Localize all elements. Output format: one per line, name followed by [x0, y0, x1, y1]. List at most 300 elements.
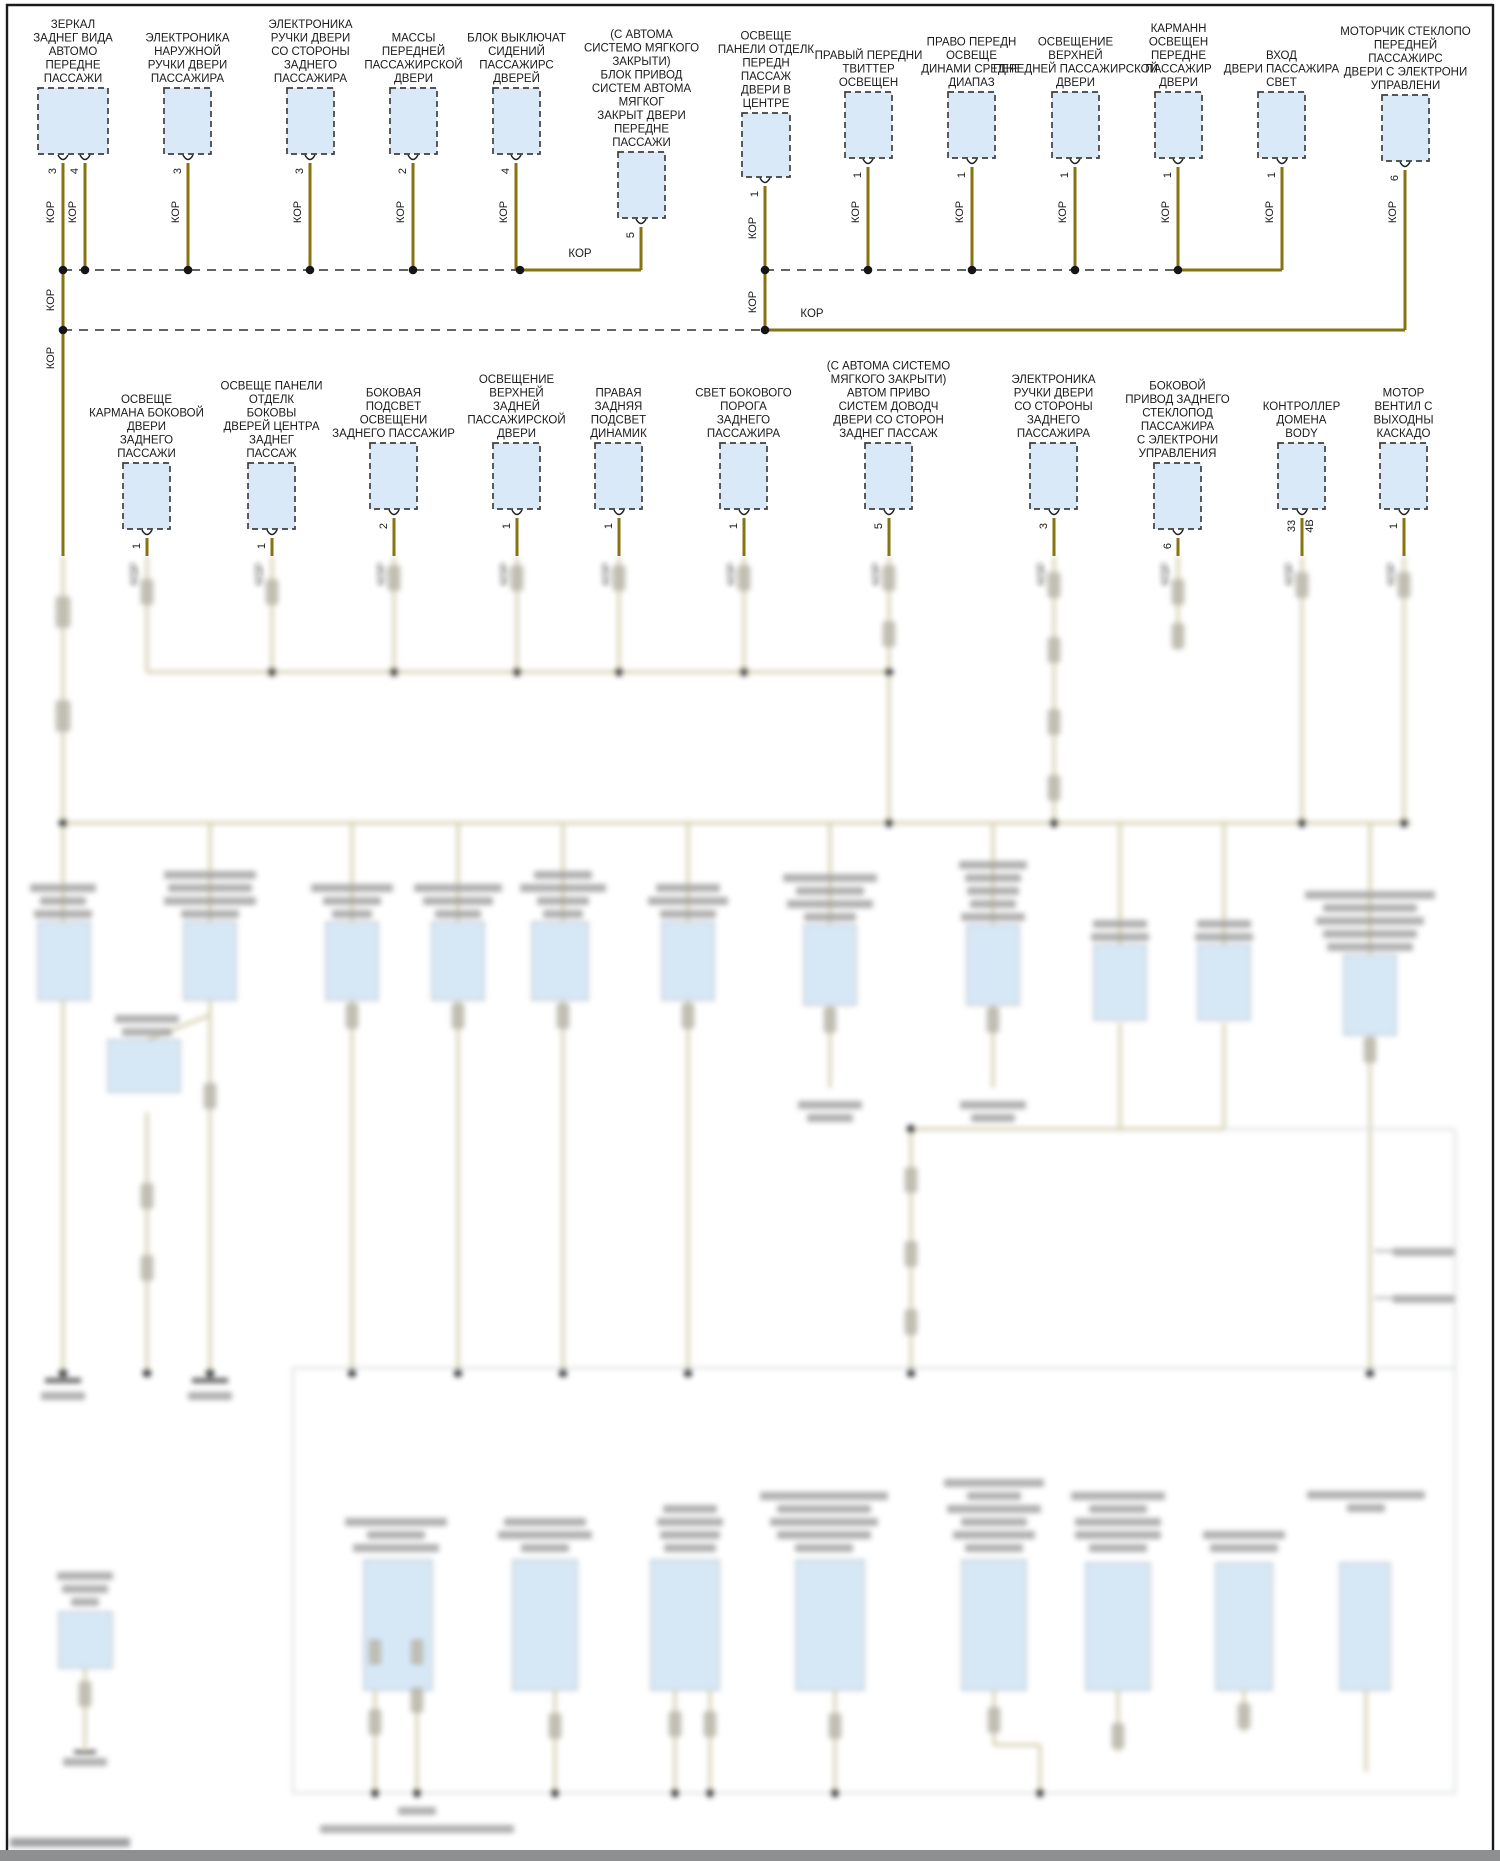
- blurred-inline-connector: [1238, 1703, 1251, 1729]
- component-label-line: ПАССАЖ: [740, 71, 792, 83]
- component-label-line: ЗАДНЕЙ: [492, 401, 541, 413]
- component-label-line: МАССЫ: [391, 32, 436, 45]
- blurred-label-bar: [188, 1392, 232, 1400]
- blurred-junction-dot: [268, 668, 277, 677]
- component-label-line: BODY: [1285, 428, 1318, 440]
- component-label-line: НАРУЖНОЙ: [154, 46, 221, 58]
- blurred-inline-connector: [266, 579, 279, 605]
- component-rear-center-side-door-trim-light: [221, 381, 323, 557]
- blurred-inline-connector: [1048, 572, 1061, 598]
- component-label-line: ПАССАЖИРСКОЙ: [364, 59, 463, 72]
- blurred-label-bar: [498, 1531, 592, 1539]
- blurred-label-bar: [1307, 1491, 1425, 1499]
- pin-bracket: [183, 155, 193, 160]
- component-front-passenger-door-center-trim-light: [718, 31, 815, 271]
- pin-bracket: [1173, 159, 1183, 164]
- component-label-line: ДИАПАЗ: [948, 77, 995, 89]
- blurred-label-bar: [959, 861, 1027, 869]
- junction-dot: [81, 266, 90, 275]
- pin-bracket: [967, 159, 977, 164]
- connector-box: [390, 88, 437, 154]
- wire-color-label: КОР: [601, 562, 613, 586]
- blurred-junction-dot: [348, 1369, 357, 1378]
- wire-color-label: КОР: [254, 562, 266, 586]
- blurred-junction-dot: [706, 1789, 715, 1798]
- junction-dot: [59, 266, 68, 275]
- junction-dot: [1174, 266, 1183, 275]
- connector-box: [493, 88, 540, 154]
- component-label-line: ПЕРЕДНЕЙ: [1373, 39, 1438, 52]
- pin-number: 1: [131, 542, 143, 550]
- pin-bracket: [389, 510, 399, 515]
- blurred-label-bar: [41, 1392, 85, 1400]
- component-label-line: СТЕКЛОПОД: [1142, 407, 1213, 420]
- blurred-connector-box: [804, 925, 856, 1005]
- blurred-inline-connector: [613, 565, 626, 591]
- component-label-line: УПРАВЛЕНИЯ: [1138, 448, 1217, 460]
- blurred-inline-connector: [1048, 637, 1061, 663]
- junction-dot: [184, 266, 193, 275]
- blurred-label-bar: [1091, 933, 1149, 941]
- component-label-line: СИСТЕМ АВТОМА: [591, 83, 692, 95]
- wire-color-label: КОР: [747, 216, 759, 240]
- blurred-label-bar: [1197, 920, 1251, 928]
- pin-number: 3: [172, 167, 184, 175]
- pin-number: 1: [852, 171, 864, 179]
- connector-box: [865, 443, 912, 509]
- component-label-line: ПАССАЖИРС: [479, 59, 554, 72]
- outlined-region: [293, 1368, 1455, 1793]
- wire-color-label: КОР: [1036, 562, 1048, 586]
- blurred-label-bar: [804, 913, 856, 921]
- connector-box: [370, 443, 417, 509]
- blurred-label-bar: [1071, 1492, 1165, 1500]
- component-label-line: ОСВЕЩЕНИЕ: [478, 374, 555, 386]
- component-label-line: ЭЛЕКТРОНИКА: [145, 32, 230, 45]
- ground-bar: [192, 1378, 228, 1383]
- component-label-line: ВЕРХНЕЙ: [1048, 50, 1103, 62]
- blurred-inline-connector: [682, 1003, 695, 1029]
- component-label-line: ПАССАЖИРА: [1016, 428, 1091, 440]
- blurred-label-bar: [967, 1492, 1021, 1500]
- wire-color-label: КОР: [376, 562, 388, 586]
- blurred-label-bar: [521, 1544, 569, 1552]
- component-label-line: ПРАВЫЙ ПЕРЕДНИ: [814, 50, 923, 62]
- component-rear-passenger-side-door-pocket-light: [89, 394, 204, 556]
- blurred-label-bar: [34, 910, 92, 918]
- blurred-label-bar: [164, 897, 256, 905]
- pin-bracket: [1049, 510, 1059, 515]
- blurred-label-bar: [122, 1028, 172, 1036]
- blurred-junction-dot: [1400, 819, 1409, 828]
- pin-bracket: [1399, 510, 1409, 515]
- blurred-inline-connector: [905, 1309, 918, 1335]
- component-label-line: ПАССАЖИ: [117, 448, 176, 460]
- blurred-junction-dot: [1036, 1789, 1045, 1798]
- blurred-label-bar: [770, 1518, 878, 1526]
- blurred-label-bar: [534, 871, 592, 879]
- blurred-connector-box: [432, 922, 484, 1000]
- blurred-connector-box: [1198, 945, 1250, 1020]
- blurred-connector-box: [662, 922, 714, 1000]
- pin-number: 4: [500, 167, 512, 175]
- component-label-line: ЗАКРЫТИ): [612, 56, 671, 68]
- blurred-inline-connector: [829, 1713, 842, 1739]
- component-label-line: ДВЕРИ В: [741, 84, 791, 97]
- component-label-line: ДВЕРИ ПАССАЖИРА: [1223, 63, 1340, 76]
- blurred-label-bar: [320, 1825, 514, 1833]
- component-label-line: ВХОД: [1266, 50, 1297, 62]
- blurred-inline-connector: [388, 565, 401, 591]
- blurred-connector-box: [1094, 945, 1146, 1020]
- pin-number: 4: [69, 167, 81, 175]
- blurred-connector-box: [108, 1040, 180, 1092]
- component-label-line: ПЕРЕДНЕЙ ПАССАЖИРСКОЙ: [993, 63, 1158, 76]
- component-label-line: ДВЕРИ: [393, 73, 434, 85]
- blurred-junction-dot: [1050, 819, 1059, 828]
- component-soft-close-drive-rear-passenger: [827, 361, 951, 557]
- blurred-label-bar: [181, 910, 239, 918]
- connector-box: [742, 113, 790, 177]
- component-label-line: КАРМАНН: [1150, 23, 1207, 35]
- junction-dot: [306, 266, 315, 275]
- component-label-line: ДОМЕНА: [1276, 414, 1327, 427]
- blurred-label-bar: [345, 1518, 447, 1526]
- pin-number: 4В: [1304, 519, 1316, 533]
- blurred-label-bar: [1327, 943, 1413, 951]
- component-rear-passenger-side-backlight: [332, 388, 455, 557]
- connector-box: [845, 92, 892, 158]
- pin-bracket: [512, 510, 522, 515]
- blurred-inline-connector: [883, 621, 896, 647]
- wire-color-label: КОР: [850, 200, 862, 224]
- blurred-inline-connector: [1048, 709, 1061, 735]
- pin-bracket: [1173, 530, 1183, 535]
- blurred-connector-box: [1340, 1563, 1390, 1690]
- component-label-line: ПАССАЖИРА: [1140, 421, 1215, 433]
- component-label-line: ДВЕРЕЙ ЦЕНТРА: [223, 421, 320, 433]
- component-label-line: ВЕНТИЛ С: [1374, 401, 1433, 413]
- blurred-label-bar: [1393, 1295, 1455, 1303]
- wire-color-label: КОР: [1387, 200, 1399, 224]
- ground-bar: [74, 1750, 96, 1754]
- component-label-line: ЗАДНЕГО ПАССАЖИР: [332, 428, 455, 440]
- pin-number: 1: [1162, 171, 1174, 179]
- pin-number: 1: [1059, 171, 1071, 179]
- component-label-line: ПОДСВЕТ: [590, 414, 647, 427]
- blurred-inline-connector: [1048, 775, 1061, 801]
- component-label-line: СВЕТ БОКОВОГО: [695, 387, 792, 400]
- connector-box: [1258, 92, 1305, 158]
- blurred-inline-connector: [1172, 579, 1185, 605]
- blurred-label-bar: [62, 1585, 108, 1593]
- connector-box: [720, 443, 767, 509]
- blurred-inline-connector: [411, 1639, 424, 1665]
- blurred-inline-connector: [704, 1711, 717, 1737]
- component-label-line: МОТОРЧИК СТЕКЛОПО: [1340, 26, 1471, 38]
- component-label-line: ДВЕРЕЙ: [493, 73, 540, 85]
- wire-color-label: КОР: [45, 200, 57, 224]
- component-label-line: ПЕРЕДНЕЙ: [381, 46, 446, 58]
- blurred-junction-dot: [206, 1369, 215, 1378]
- component-label-line: ЦЕНТРЕ: [742, 98, 790, 110]
- component-outer-door-handle-electronics: [145, 33, 229, 271]
- pin-number: 6: [1389, 174, 1401, 182]
- blurred-inline-connector: [369, 1709, 382, 1735]
- component-label-line: БЛОК ПРИВОД: [600, 69, 683, 82]
- blurred-inline-connector: [987, 1007, 1000, 1033]
- blurred-label-bar: [537, 897, 589, 905]
- component-label-line: ОСВЕЩЕН: [1148, 36, 1209, 49]
- component-label-line: ЗАДНЕГ ПАССАЖ: [839, 428, 938, 440]
- blurred-label-bar: [115, 1015, 179, 1023]
- pin-number: 5: [873, 522, 885, 530]
- sharp-upper-section: [33, 19, 1471, 556]
- component-label-line: РУЧКИ ДВЕРИ: [147, 59, 228, 72]
- component-label-line: КАСКАДО: [1376, 428, 1431, 440]
- component-label-line: СИДЕНИЙ: [488, 46, 545, 58]
- component-label-line: ЗАДНЕГО: [716, 414, 771, 427]
- blurred-label-bar: [398, 1807, 436, 1815]
- junction-dot: [1071, 266, 1080, 275]
- pin-bracket: [1400, 162, 1410, 167]
- component-label-line: ЭЛЕКТРОНИКА: [1011, 374, 1096, 386]
- connector-box: [1155, 92, 1202, 158]
- blurred-inline-connector: [79, 1681, 92, 1707]
- component-label-line: ЗАДНЕГ: [249, 434, 294, 447]
- blurred-junction-dot: [371, 1789, 380, 1798]
- component-label-line: ДВЕРИ: [496, 428, 537, 440]
- component-label-line: ЗЕРКАЛ: [50, 19, 96, 31]
- component-rear-passenger-door-handle-electronics: [1011, 374, 1095, 556]
- blurred-inline-connector: [346, 1003, 359, 1029]
- blurred-junction-dot: [413, 1789, 422, 1798]
- blurred-junction-dot: [671, 1789, 680, 1798]
- component-right-rear-speaker-backlight: [590, 388, 647, 557]
- connector-box: [1380, 443, 1427, 509]
- blurred-label-bar: [660, 1531, 720, 1539]
- pin-number: 1: [256, 542, 268, 550]
- blurred-label-bar: [660, 910, 716, 918]
- component-label-line: ПРАВАЯ: [595, 387, 642, 400]
- connector-box: [1382, 95, 1429, 161]
- blurred-connector-box: [796, 1560, 864, 1690]
- component-label-line: ОСВЕЩЕ: [740, 30, 792, 43]
- pin-number: 1: [1266, 171, 1278, 179]
- wire-color-label: КОР: [498, 200, 510, 224]
- blurred-junction-dot: [59, 819, 68, 828]
- blurred-label-bar: [961, 1518, 1027, 1526]
- junction-dot: [516, 266, 525, 275]
- blurred-inline-connector: [824, 1007, 837, 1033]
- component-rear-passenger-sill-light: [695, 388, 792, 557]
- blurred-label-bar: [795, 1544, 853, 1552]
- wire-color-label: КОР: [726, 562, 738, 586]
- ground-bar: [45, 1378, 81, 1383]
- blurred-label-bar: [1075, 1518, 1161, 1526]
- component-label-line: ЗАДНЕГО: [283, 59, 338, 72]
- pin-number: 1: [603, 522, 615, 530]
- pin-number: 3: [47, 167, 59, 175]
- blurred-label-bar: [657, 1518, 723, 1526]
- component-label-line: БОКОВЫ: [246, 407, 297, 420]
- pin-bracket: [408, 155, 418, 160]
- blurred-label-bar: [953, 1531, 1035, 1539]
- blurred-inline-connector: [669, 1711, 682, 1737]
- blurred-junction-dot: [615, 668, 624, 677]
- blurred-label-bar: [1210, 1544, 1278, 1552]
- component-label-line: ДВЕРИ: [1158, 77, 1199, 89]
- component-label-line: ОСВЕЩЕНИЕ: [1037, 36, 1114, 49]
- blurred-label-bar: [663, 1505, 717, 1513]
- blurred-label-bar: [1089, 1505, 1147, 1513]
- junction-dot: [409, 266, 418, 275]
- connector-box: [164, 88, 211, 154]
- component-label-line: ПАССАЖИ: [612, 137, 671, 149]
- blurred-label-bar: [423, 897, 493, 905]
- wire-color-label: КОР: [395, 200, 407, 224]
- blurred-label-bar: [796, 887, 864, 895]
- blurred-label-bar: [311, 884, 393, 892]
- blurred-label-bar: [1093, 920, 1147, 928]
- component-label-line: БЛОК ВЫКЛЮЧАТ: [467, 32, 566, 45]
- component-label-line: ПЕРЕДНЕ: [1150, 50, 1207, 62]
- pin-number: 1: [728, 522, 740, 530]
- component-rear-passenger-door-upper-light: [467, 374, 565, 556]
- pin-bracket: [1297, 510, 1307, 515]
- footer-code-bar: [10, 1838, 130, 1847]
- component-front-passenger-window-motor: [1340, 26, 1471, 330]
- blurred-label-bar: [1393, 1248, 1455, 1256]
- blurred-label-bar: [798, 1101, 862, 1109]
- blurred-connector-box: [326, 922, 378, 1000]
- blurred-junction-dot: [143, 1369, 152, 1378]
- junction-dot: [761, 266, 770, 275]
- component-label-line: ДВЕРИ: [126, 421, 167, 433]
- blurred-label-bar: [504, 1518, 586, 1526]
- component-passenger-door-seat-switch-block: [467, 33, 566, 271]
- component-label-line: ПАССАЖИР: [1145, 63, 1212, 76]
- blurred-label-bar: [323, 897, 381, 905]
- blurred-label-bar: [656, 884, 720, 892]
- blurred-inline-connector: [905, 1241, 918, 1267]
- component-label-line: (С АВТОМА СИСТЕМО: [826, 360, 951, 373]
- blurred-label-bar: [787, 900, 873, 908]
- blurred-junction-dot: [740, 668, 749, 677]
- connector-box: [1030, 443, 1077, 509]
- blurred-inline-connector: [204, 1083, 217, 1109]
- junction-dot: [761, 326, 770, 335]
- blurred-inline-connector: [883, 565, 896, 591]
- blurred-label-bar: [960, 1101, 1026, 1109]
- blurred-label-bar: [947, 1505, 1041, 1513]
- connector-box: [595, 443, 642, 509]
- blurred-inline-connector: [56, 596, 71, 628]
- component-label-line: С ЭЛЕКТРОНИ: [1136, 434, 1219, 447]
- connector-box: [123, 463, 170, 529]
- blurred-junction-dot: [551, 1789, 560, 1798]
- component-label-line: ОСВЕЩЕ: [120, 394, 173, 406]
- component-label-line: ЗАДНЕГО: [1026, 414, 1081, 427]
- blurred-label-bar: [965, 1544, 1023, 1552]
- wire-color-label: КОР: [1160, 562, 1172, 586]
- component-label-line: ВЕРХНЕЙ: [489, 387, 544, 400]
- blurred-label-bar: [1305, 891, 1435, 899]
- blurred-inline-connector: [56, 700, 71, 732]
- blurred-label-bar: [435, 910, 481, 918]
- component-front-passenger-door-upper-light: [993, 37, 1158, 271]
- wire-color-label: КОР: [1264, 200, 1276, 224]
- blurred-label-bar: [353, 1544, 439, 1552]
- blurred-inline-connector: [1364, 1037, 1377, 1063]
- component-fan-motor-output-stage: [1373, 388, 1433, 557]
- component-front-passenger-door-ground: [364, 33, 462, 271]
- pin-number: 1: [501, 522, 513, 530]
- component-label-line: ОСВЕЩЕНИ: [359, 414, 428, 427]
- component-label-line: СИСТЕМ ДОВОДЧ: [838, 401, 939, 413]
- pin-bracket: [305, 155, 315, 160]
- blurred-inline-connector: [738, 565, 751, 591]
- wire-color-label: КОР: [45, 288, 57, 312]
- component-right-front-tweeter-light: [815, 49, 923, 270]
- blurred-inline-connector: [511, 565, 524, 591]
- wire-color-label: КОР: [45, 346, 57, 370]
- blurred-label-bar: [807, 1114, 853, 1122]
- pin-number: 5: [625, 231, 637, 239]
- component-label-line: ДВЕРИ СО СТОРОН: [833, 414, 944, 427]
- blurred-label-bar: [965, 874, 1021, 882]
- blurred-label-bar: [332, 910, 372, 918]
- pin-number: 2: [378, 522, 390, 530]
- component-label-line: АВТОМО: [48, 46, 98, 58]
- blurred-junction-dot: [1366, 1369, 1375, 1378]
- pin-number: 6: [1162, 542, 1174, 550]
- wire-color-label: КОР: [1284, 562, 1296, 586]
- pin-bracket: [80, 155, 90, 160]
- component-label-line: ОСВЕЩЕН: [838, 77, 899, 89]
- component-label-line: ТВИТТЕР: [842, 63, 895, 76]
- blurred-junction-dot: [454, 1369, 463, 1378]
- component-label-line: ЗАДНЕГО: [119, 434, 174, 447]
- component-label-line: СО СТОРОНЫ: [271, 46, 350, 58]
- junction-dot: [59, 326, 68, 335]
- connector-box: [287, 88, 334, 154]
- component-label-line: РУЧКИ ДВЕРИ: [1013, 387, 1094, 400]
- blurred-inline-connector: [1112, 1723, 1125, 1749]
- component-label-line: СО СТОРОНЫ: [1014, 401, 1093, 413]
- component-label-line: ДВЕРИ С ЭЛЕКТРОНИ: [1343, 66, 1468, 79]
- blurred-label-bar: [1195, 933, 1253, 941]
- component-label-line: ПОРОГА: [720, 401, 767, 413]
- blurred-connector-box: [651, 1560, 719, 1690]
- blurred-inline-connector: [1172, 623, 1185, 649]
- pin-bracket: [58, 155, 68, 160]
- component-label-line: ПАССАЖИРСКОЙ: [467, 414, 566, 427]
- connector-box: [1278, 443, 1325, 509]
- wire-color-label: КОР: [800, 308, 824, 320]
- blurred-label-bar: [1347, 1504, 1385, 1512]
- pin-number: 1: [1388, 522, 1400, 530]
- component-label-line: ПЕРЕДН: [742, 57, 790, 70]
- wire-color-label: КОР: [568, 248, 592, 260]
- component-label-line: ПЕРЕДНЕ: [45, 59, 101, 72]
- blurred-junction-dot: [885, 668, 894, 677]
- pin-bracket: [760, 178, 770, 183]
- blurred-connector-box: [1216, 1563, 1272, 1690]
- component-front-passenger-door-pocket-light: [1145, 23, 1212, 270]
- connector-box: [948, 92, 995, 158]
- component-label-line: ПАССАЖИРА: [150, 73, 225, 85]
